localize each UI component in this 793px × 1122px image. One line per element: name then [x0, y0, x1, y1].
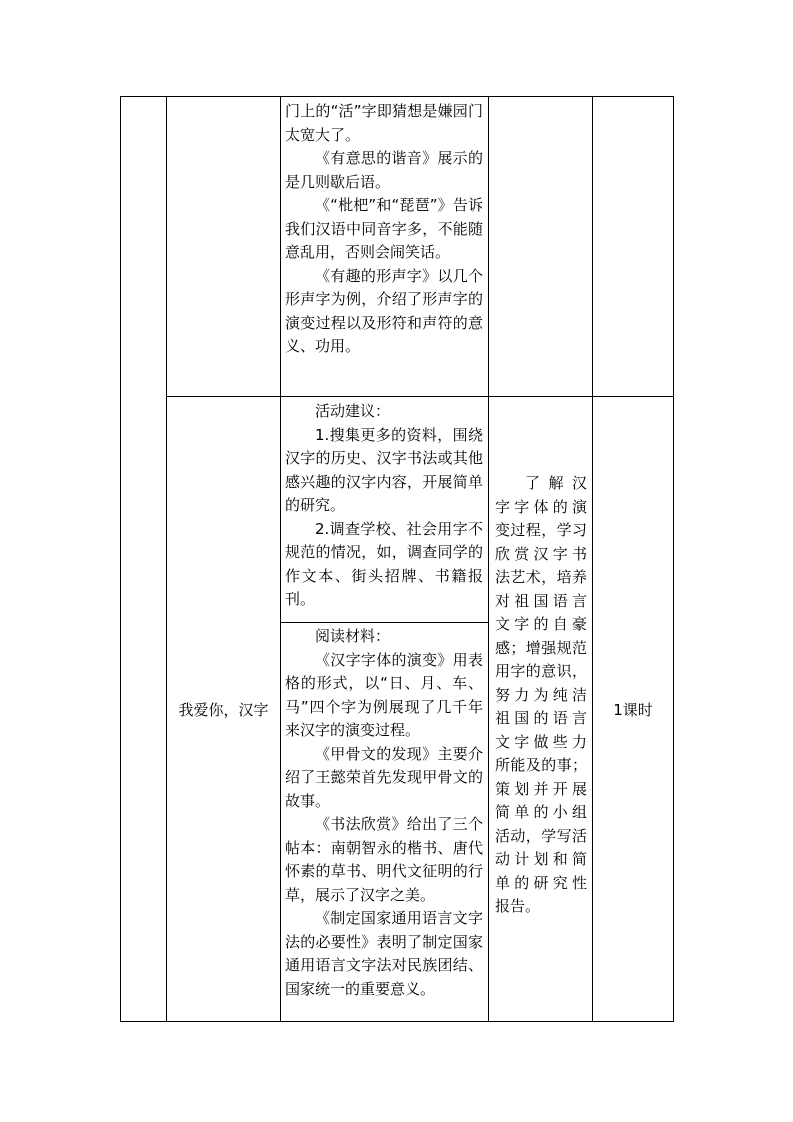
goal-line: 策划并开展 [495, 779, 587, 798]
reading-cell [285, 625, 483, 1001]
goal-line: 努力为纯洁 [495, 685, 587, 704]
table-border-top [120, 96, 674, 97]
continued-content-cell [285, 100, 483, 359]
goal-line: 文字的自豪 [495, 615, 587, 633]
continued-paragraph: 门上的“活”字即猜想是嫌园门太宽大了。 [285, 102, 483, 144]
reading-item: 《制定国家通用语言文字法的必要性》表明了制定国家通用语言文字法对民族团结、国家统一的重要意义。 [285, 909, 483, 998]
continued-paragraph: 《“枇杷”和“琵琶”》告诉我们汉语中同音字多，不能随意乱用，否则会闹笑话。 [285, 196, 483, 261]
unit-title: 我爱你，汉字 [178, 700, 269, 719]
reading-item: 《甲骨文的发现》主要介绍了王懿荣首先发现甲骨文的故事。 [285, 744, 483, 810]
class-hours: 1课时 [613, 700, 653, 719]
row-divider-reading [280, 622, 489, 623]
goal-line: 法艺术，培养 [495, 568, 587, 586]
goal-line: 对祖国语言 [495, 591, 587, 610]
table-border-bottom [120, 1021, 674, 1022]
goal-line: 变过程，学习 [495, 521, 587, 539]
goal-line: 动计划和简 [495, 850, 587, 868]
goal-line: 祖国的语言 [495, 709, 587, 727]
activity-item: 2.调查学校、社会用字不规范的情况，如，调查同学的作文本、街头招牌、书籍报刊。 [285, 519, 483, 608]
table-border-right [673, 96, 674, 1022]
activities-cell [285, 400, 483, 612]
reading-item: 《书法欣赏》给出了三个帖本：南朝智永的楷书、唐代怀素的草书、明代文征明的行草，展示了汉字之美。 [285, 815, 483, 904]
continued-paragraph: 《有意思的谐音》展示的是几则歇后语。 [285, 149, 483, 191]
reading-heading: 阅读材料： [315, 627, 391, 645]
goal-line: 感；增强规范 [495, 638, 587, 657]
goal-line: 活动，学写活 [495, 826, 587, 845]
activities-heading: 活动建议： [315, 402, 391, 420]
goals-cell [495, 472, 587, 919]
goal-line: 报告。 [495, 897, 541, 915]
goal-line: 字字体的演 [495, 497, 587, 516]
goal-line: 单的研究性 [495, 873, 587, 892]
goal-line: 了解汉 [525, 474, 587, 492]
reading-item: 《汉字字体的演变》用表格的形式，以“日、月、车、马”四个字为例展现了几千年来汉字的演变过程。 [285, 650, 483, 739]
goal-line: 所能及的事； [495, 756, 587, 774]
column-divider-3 [488, 96, 489, 1022]
activity-item: 1.搜集更多的资料，围绕汉字的历史、汉字书法或其他感兴趣的汉字内容，开展简单的研究。 [285, 425, 483, 514]
goal-line: 用字的意识， [495, 662, 587, 680]
continued-paragraph: 《有趣的形声字》以几个形声字为例，介绍了形声字的演变过程以及形符和声符的意义、功用。 [285, 266, 483, 355]
goal-line: 文字做些力 [495, 732, 587, 751]
unit-title-cell [167, 397, 280, 1021]
hours-cell [593, 397, 673, 1021]
column-divider-2 [280, 96, 281, 1022]
table-border-left [120, 96, 121, 1022]
goal-line: 简单的小组 [495, 803, 587, 821]
goal-line: 欣赏汉字书 [495, 544, 587, 563]
